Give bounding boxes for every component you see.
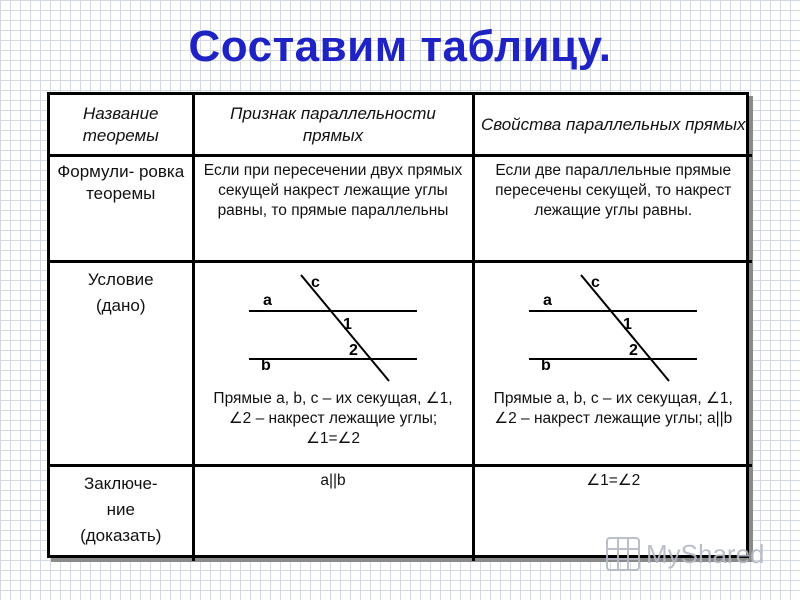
- conclusion-label-part2: ние: [106, 499, 135, 519]
- label-a: a: [263, 291, 272, 309]
- label-angle-1: 1: [623, 315, 633, 333]
- grid-logo-icon: [606, 537, 640, 571]
- label-c: c: [311, 273, 320, 291]
- parallel-lines-diagram: [529, 271, 697, 383]
- header-parallel-criterion: Признак параллельности прямых: [193, 95, 473, 155]
- parallel-lines-diagram: [249, 271, 417, 383]
- label-c: c: [591, 273, 601, 291]
- watermark: [606, 537, 765, 571]
- watermark-text: MyShared: [646, 538, 765, 569]
- conclusion-property: ∠1=∠2: [473, 465, 752, 561]
- prove-label: (доказать): [80, 526, 162, 546]
- label-angle-1: 1: [343, 315, 352, 333]
- condition-criterion: [193, 261, 473, 465]
- condition-property: [473, 261, 752, 465]
- row-label-condition: [50, 261, 193, 465]
- page-title: Составим таблицу.: [188, 22, 612, 71]
- header-theorem-name: Название теоремы: [50, 95, 193, 155]
- condition-property-caption: Прямые a, b, c – их секущая, ∠1, ∠2 – накрест лежащие углы; a||b: [493, 389, 733, 427]
- label-b: b: [261, 356, 271, 374]
- conclusion-label-part1: Заключе-: [83, 473, 158, 493]
- condition-label: Условие: [87, 269, 154, 289]
- formulation-property: Если две параллельные прямые пересечены секущей, то накрест лежащие углы равны.: [473, 155, 752, 261]
- given-label: (дано): [95, 295, 146, 315]
- condition-criterion-caption: Прямые a, b, c – их секущая, ∠1, ∠2 – накрест лежащие углы; ∠1=∠2: [213, 389, 453, 447]
- conclusion-criterion: a||b: [193, 465, 473, 561]
- label-b: b: [541, 356, 552, 374]
- row-label-conclusion: [50, 465, 193, 561]
- header-parallel-properties: Свойства параллельных прямых: [473, 95, 752, 155]
- row-label-formulation: Формули- ровка теоремы: [50, 155, 193, 261]
- label-angle-2: 2: [629, 341, 639, 359]
- label-a: a: [543, 291, 553, 309]
- formulation-criterion: Если при пересечении двух прямых секущей накрест лежащие углы равны, то прямые параллельны: [193, 155, 473, 261]
- theorem-table: [47, 92, 749, 558]
- label-angle-2: 2: [349, 341, 358, 359]
